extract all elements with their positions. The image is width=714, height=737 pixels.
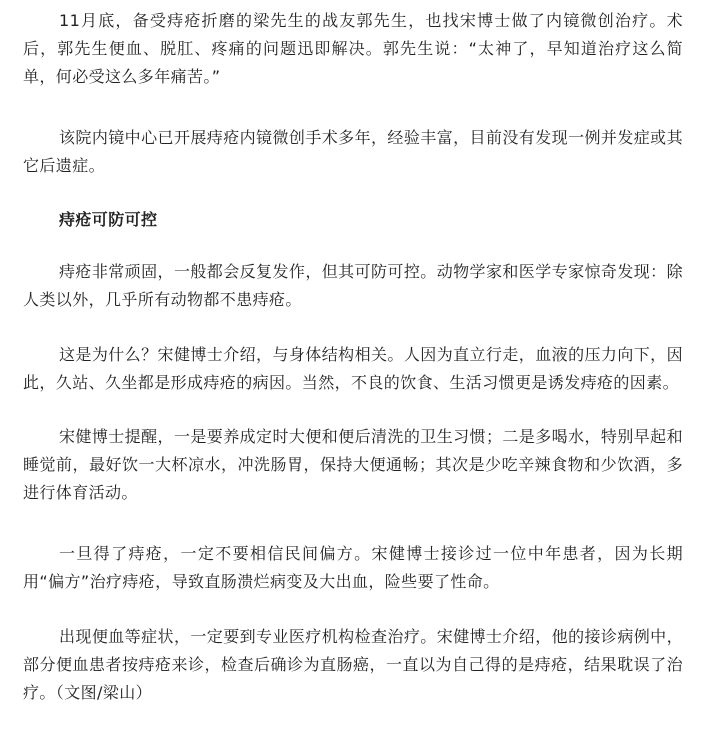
paragraph-4: 这是为什么？宋健博士介绍，与身体结构相关。人因为直立行走，血液的压力向下，因此，久站、久坐都是形成痔疮的病因。当然，不良的饮食、生活习惯更是诱发痔疮的因素。 <box>23 345 683 392</box>
section-heading: 痔疮可防可控 <box>59 210 158 229</box>
paragraph-2: 该院内镜中心已开展痔疮内镜微创手术多年，经验丰富，目前没有发现一例并发症或其它后遗症。 <box>23 128 683 175</box>
paragraph-3: 痔疮非常顽固，一般都会反复发作，但其可防可控。动物学家和医学专家惊奇发现：除人类以外，几乎所有动物都不患痔疮。 <box>23 262 683 309</box>
paragraph-1: 11月底，备受痔疮折磨的梁先生的战友郭先生，也找宋博士做了内镜微创治疗。术后，郭先生便血、脱肛、疼痛的问题迅即解决。郭先生说：“太神了，早知道治疗这么简单，何必受这么多年痛苦。” <box>23 11 683 86</box>
paragraph-7: 出现便血等症状，一定要到专业医疗机构检查治疗。宋健博士介绍，他的接诊病例中，部分便血患者按痔疮来诊，检查后确诊为直肠癌，一直以为自己得的是痔疮，结果耽误了治疗。（文图/梁山） <box>23 627 683 702</box>
paragraph-6: 一旦得了痔疮，一定不要相信民间偏方。宋健博士接诊过一位中年患者，因为长期用“偏方”治疗痔疮，导致直肠溃烂病变及大出血，险些要了性命。 <box>23 544 683 591</box>
paragraph-5: 宋健博士提醒，一是要养成定时大便和便后清洗的卫生习惯；二是多喝水，特别早起和睡觉前，最好饮一大杯凉水，冲洗肠胃，保持大便通畅；其次是少吃辛辣食物和少饮酒，多进行体育活动。 <box>23 427 683 502</box>
